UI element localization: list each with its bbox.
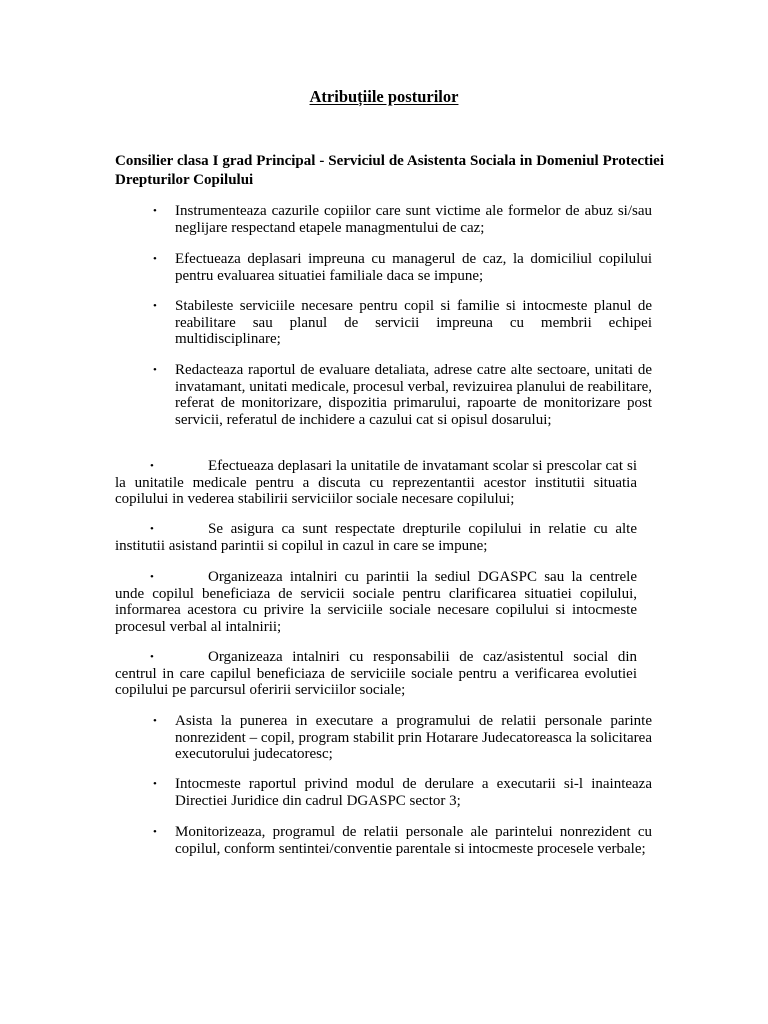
bullet-icon: • — [153, 205, 157, 217]
list-item: Redacteaza raportul de evaluare detaliata, adrese catre alte sectoare, unitati de invatamant, unitati medicale, procesul verbal, revizuirea planului de reabilitare, referat de monitorizare, dispozitia primarului, rapoarte de monitorizare post servicii, referatul de inchidere a cazului cat si opisul dosarului; — [175, 362, 652, 428]
list-item: Efectueaza deplasari la unitatile de invatamant scolar si prescolar cat si la unitatile medicale pentru a discuta cu reprezentantii acestor institutii situatia copilului in vederea stabilirii serviciilor sociale necesare copilului; — [115, 458, 637, 507]
bullet-icon: • — [150, 523, 154, 535]
list-item: Organizeaza intalniri cu responsabilii de caz/asistentul social din centrul in care capilul beneficiaza de serviciile sociale pentru a verificarea evolutiei copilului pe parcursul oferirii serviciilor sociale; — [115, 649, 637, 698]
bullet-icon: • — [150, 460, 154, 472]
bullet-icon: • — [153, 300, 157, 312]
list-item: Stabileste serviciile necesare pentru copil si familie si intocmeste planul de reabilitare sau planul de servicii impreuna cu membrii echipei multidisciplinare; — [175, 298, 652, 347]
list-item: Asista la punerea in executare a programului de relatii personale parinte nonrezident – copil, program stabilit prin Hotarare Judecatoreasca la solicitarea executorului judecatoresc; — [175, 713, 652, 762]
bullet-icon: • — [153, 715, 157, 727]
list-item: Se asigura ca sunt respectate drepturile copilului in relatie cu alte institutii asistand parintii si copilul in cazul in care se impune; — [115, 521, 637, 554]
bullet-icon: • — [150, 651, 154, 663]
bullet-icon: • — [153, 826, 157, 838]
bullet-icon: • — [153, 253, 157, 265]
document-title: Atribuțiile posturilor — [309, 87, 459, 106]
bullet-icon: • — [153, 364, 157, 376]
bullet-icon: • — [153, 778, 157, 790]
bullet-icon: • — [150, 571, 154, 583]
position-heading: Consilier clasa I grad Principal - Serviciul de Asistenta Sociala in Domeniul Protectiei Drepturilor Copilului — [115, 153, 664, 188]
list-item: Intocmeste raportul privind modul de derulare a executarii si-l inainteaza Directiei Juridice din cadrul DGASPC sector 3; — [175, 776, 652, 809]
list-item: Instrumenteaza cazurile copiilor care sunt victime ale formelor de abuz si/sau neglijare respectand etapele managmentului de caz; — [175, 203, 652, 236]
list-item: Organizeaza intalniri cu parintii la sediul DGASPC sau la centrele unde copilul beneficiaza de servicii sociale pentru clarificarea situatiei copilului, informarea acestora cu privire la serviciile sociale necesare copilului si intocmeste procesul verbal al intalnirii; — [115, 569, 637, 635]
list-item: Efectueaza deplasari impreuna cu managerul de caz, la domiciliul copilului pentru evaluarea situatiei familiale daca se impune; — [175, 251, 652, 284]
list-item: Monitorizeaza, programul de relatii personale ale parintelui nonrezident cu copilul, conform sentintei/conventie parentale si intocmeste procesele verbale; — [175, 824, 652, 857]
